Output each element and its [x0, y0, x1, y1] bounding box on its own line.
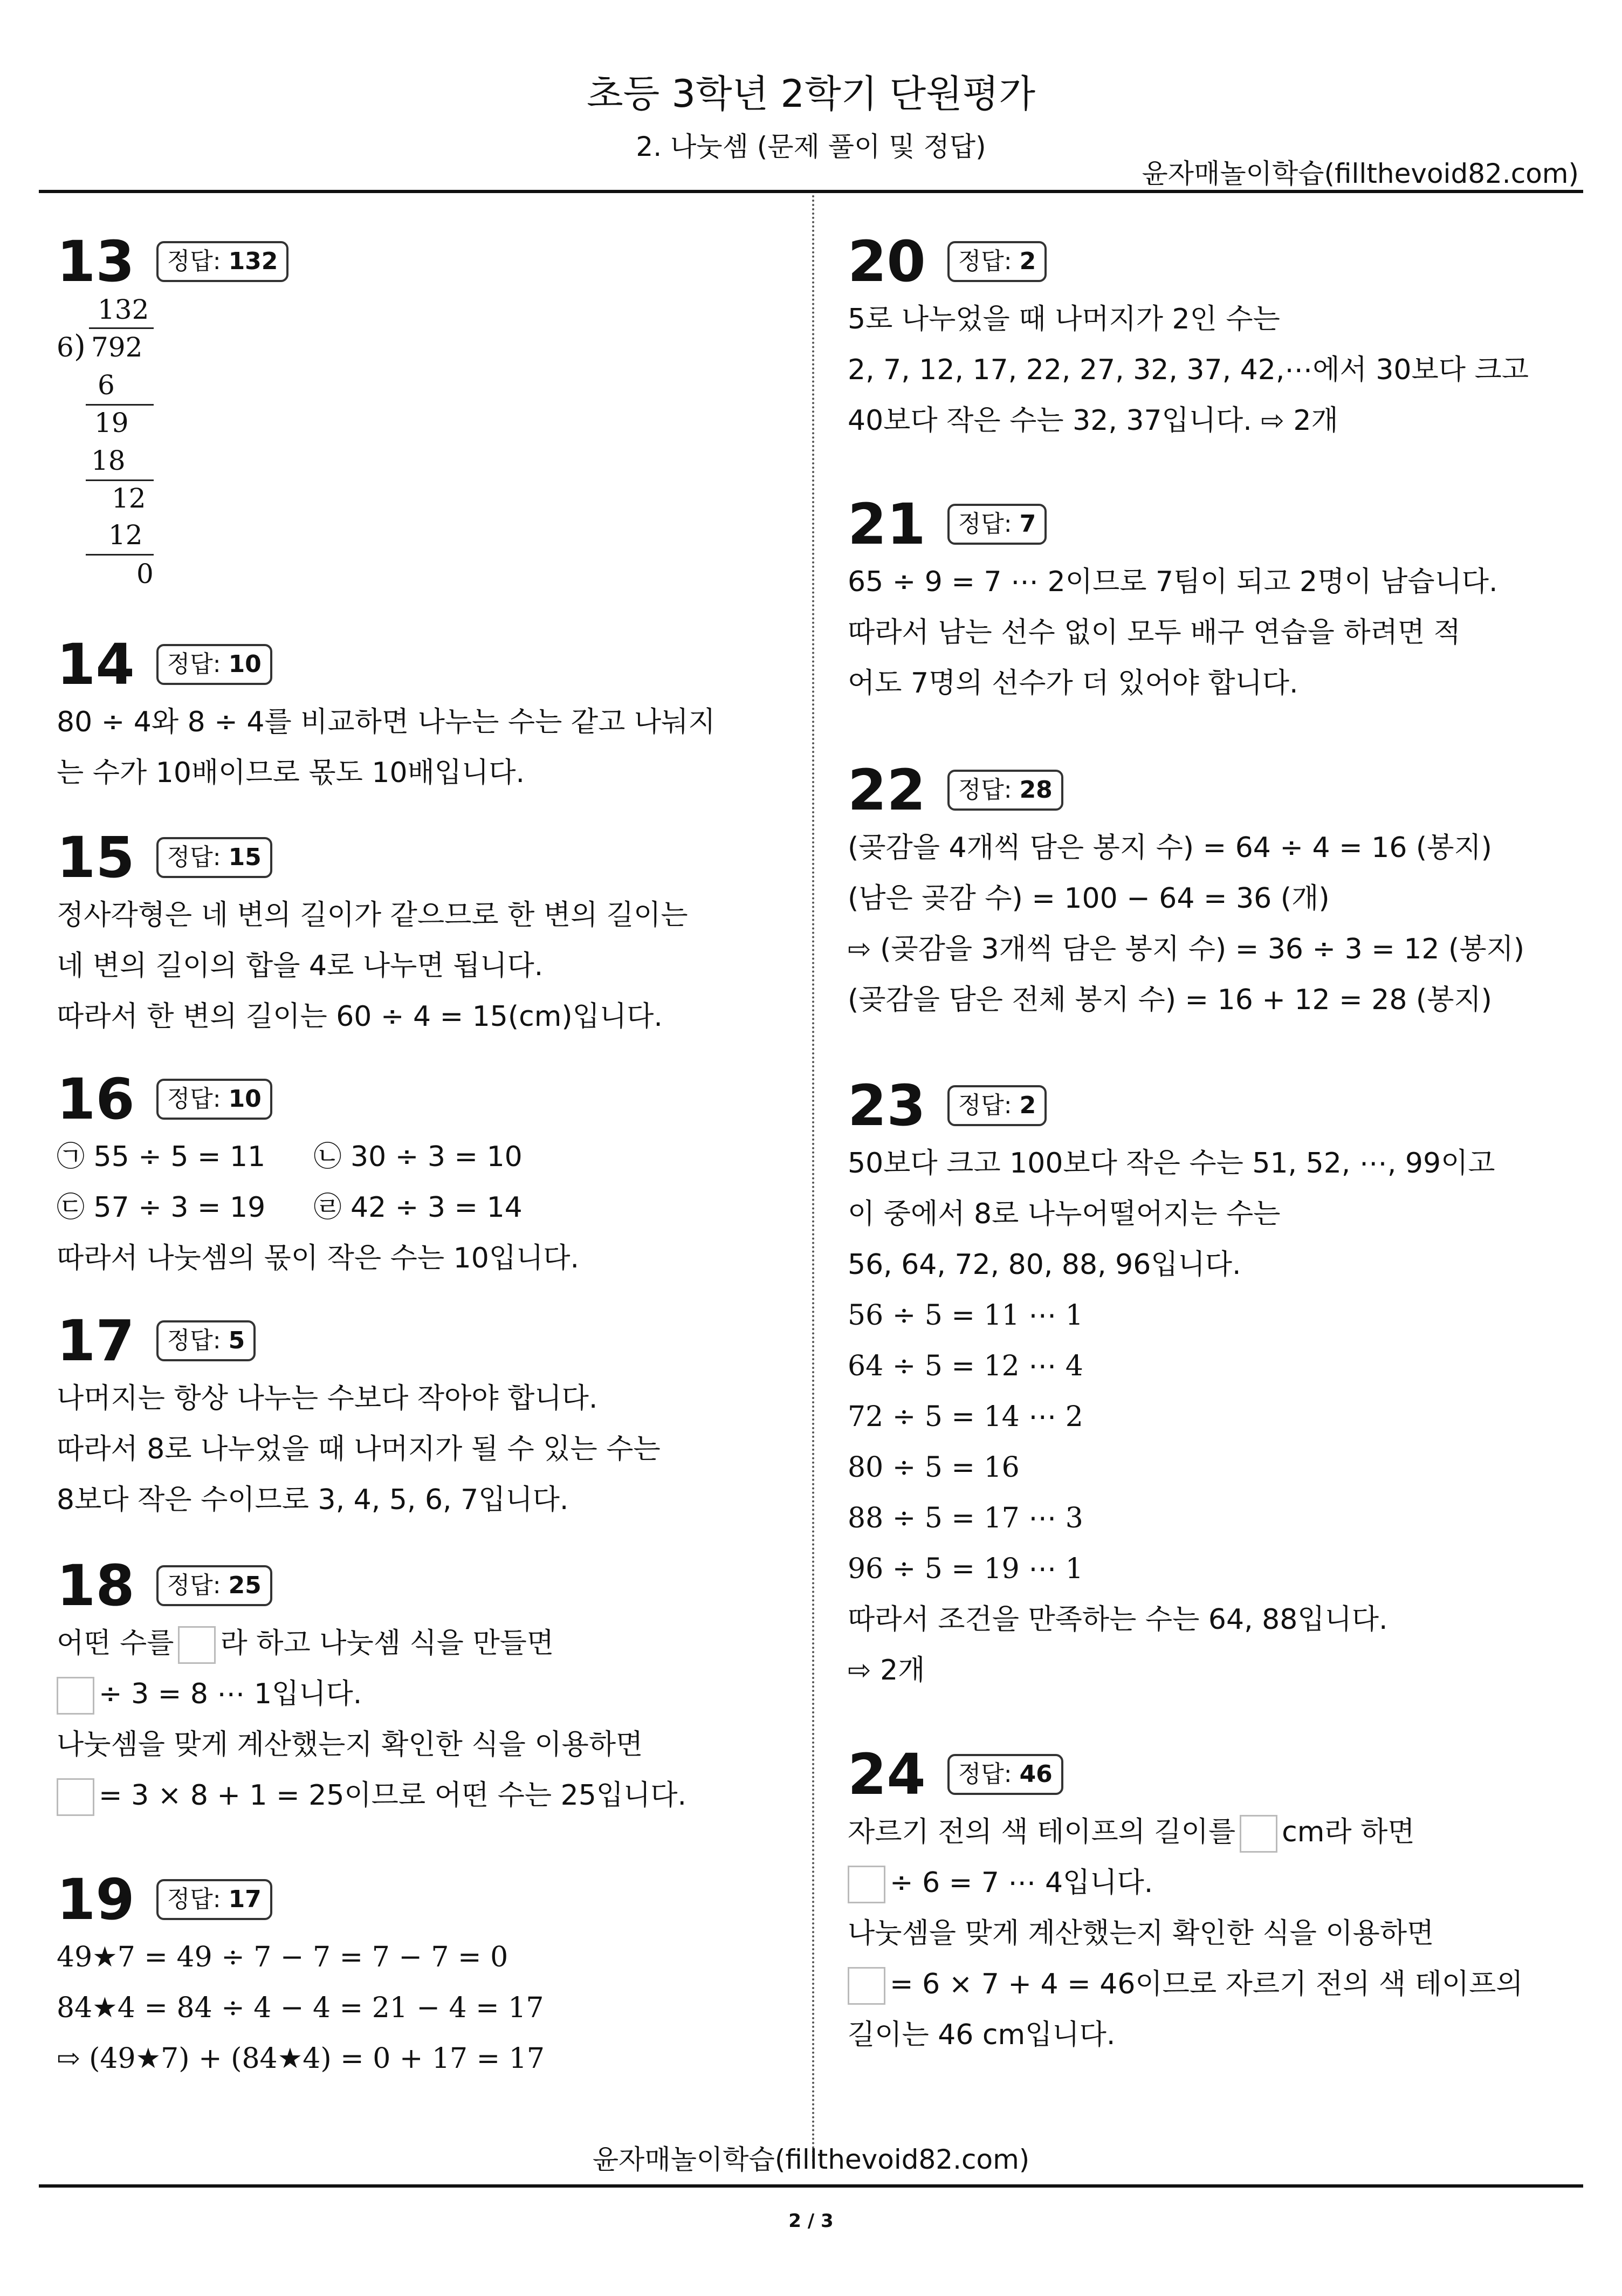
- solution-line: 정사각형은 네 변의 길이가 같으므로 한 변의 길이는: [57, 899, 688, 931]
- problem-13: [57, 229, 288, 593]
- solution-line: 50보다 크고 100보다 작은 수는 51, 52, ⋯, 99이고: [848, 1147, 1495, 1180]
- blank-box: [178, 1626, 216, 1664]
- equation-d: ㉣ 42 ÷ 3 = 14: [313, 1191, 523, 1224]
- answer-badge: 정답: 5: [156, 1320, 256, 1361]
- quotient: 132: [98, 294, 149, 325]
- header-rule: [39, 190, 1583, 193]
- equation-a: ㉠ 55 ÷ 5 = 11: [57, 1141, 266, 1173]
- solution-line: 84★4 = 84 ÷ 4 − 4 = 21 − 4 = 17: [57, 1992, 544, 2024]
- problem-18: [57, 1553, 686, 1821]
- blank-box: [1240, 1815, 1277, 1853]
- answer-badge: 정답: 10: [156, 1079, 272, 1119]
- answer-badge: 정답: 15: [156, 837, 272, 878]
- equation-line: 96 ÷ 5 = 19 ⋯ 1: [848, 1553, 1083, 1585]
- equation-row: [57, 1132, 579, 1182]
- equation-line: 56 ÷ 5 = 11 ⋯ 1: [848, 1299, 1083, 1332]
- page-subtitle: 2. 나눗셈 (문제 풀이 및 정답): [636, 131, 986, 162]
- step-3: 18: [91, 445, 126, 476]
- page-number: 2 / 3: [788, 2210, 834, 2232]
- answer-badge: 정답: 28: [947, 770, 1063, 810]
- answer-badge: 정답: 2: [947, 241, 1047, 282]
- answer-badge: 정답: 132: [156, 241, 289, 282]
- problem-number: 14: [57, 632, 135, 697]
- column-divider: [812, 195, 814, 2164]
- division-bar: [89, 327, 154, 329]
- step-rule: [86, 404, 154, 406]
- solution-line: 나눗셈을 맞게 계산했는지 확인한 식을 이용하면: [848, 1917, 1434, 1950]
- solution-line: 40보다 작은 수는 32, 37입니다. ⇨ 2개: [848, 405, 1338, 437]
- blank-box: [57, 1677, 94, 1715]
- solution-line: 어도 7명의 선수가 더 있어야 합니다.: [848, 667, 1298, 700]
- solution-line: 5로 나누었을 때 나머지가 2인 수는: [848, 303, 1280, 335]
- blank-box: [848, 1866, 885, 1903]
- solution-line: 네 변의 길이의 합을 4로 나누면 됩니다.: [57, 950, 544, 982]
- problem-number: 15: [57, 825, 135, 890]
- solution-line: ⇨ (49★7) + (84★4) = 0 + 17 = 17: [57, 2043, 545, 2075]
- problem-number: 24: [848, 1742, 926, 1807]
- solution-line: 따라서 남는 선수 없이 모두 배구 연습을 하려면 적: [848, 616, 1461, 649]
- solution-line: 나머지는 항상 나누는 수보다 작아야 합니다.: [57, 1382, 598, 1415]
- solution-line: 어떤 수를 라 하고 나눗셈 식을 만들면: [57, 1618, 686, 1669]
- problem-number: 17: [57, 1308, 135, 1374]
- solution-line: (남은 곶감 수) = 100 − 64 = 36 (개): [848, 882, 1330, 915]
- brand-header: 윤자매놀이학습(fillthevoid82.com): [1142, 158, 1579, 189]
- solution-line: = 6 × 7 + 4 = 46이므로 자르기 전의 색 테이프의: [848, 1959, 1523, 2010]
- divisor: 6: [57, 332, 74, 363]
- answer-badge: 정답: 10: [156, 644, 272, 684]
- problem-17: [57, 1308, 661, 1525]
- solution-line: (곶감을 4개씩 담은 봉지 수) = 64 ÷ 4 = 16 (봉지): [848, 832, 1492, 864]
- step-rule: [86, 554, 154, 556]
- solution-line: 2, 7, 12, 17, 22, 27, 32, 37, 42,⋯에서 30보다 크고: [848, 354, 1529, 386]
- solution-line: 따라서 한 변의 길이는 60 ÷ 4 = 15(cm)입니다.: [57, 1000, 663, 1033]
- problem-number: 16: [57, 1066, 135, 1132]
- solution-line: = 3 × 8 + 1 = 25이므로 어떤 수는 25입니다.: [57, 1770, 686, 1821]
- equation-line: 88 ÷ 5 = 17 ⋯ 3: [848, 1502, 1083, 1534]
- solution-line: 따라서 조건을 만족하는 수는 64, 88입니다.: [848, 1603, 1388, 1636]
- solution-line: ÷ 3 = 8 ⋯ 1입니다.: [57, 1669, 686, 1719]
- equation-b: ㉡ 30 ÷ 3 = 10: [313, 1141, 523, 1173]
- answer-badge: 정답: 46: [947, 1754, 1063, 1794]
- solution-line: ⇨ (곶감을 3개씩 담은 봉지 수) = 36 ÷ 3 = 12 (봉지): [848, 933, 1525, 965]
- solution-line: ⇨ 2개: [848, 1654, 925, 1687]
- solution-line: 길이는 46 cm입니다.: [848, 2019, 1116, 2051]
- step-2: 19: [94, 407, 129, 438]
- equation-line: 80 ÷ 5 = 16: [848, 1451, 1020, 1484]
- answer-badge: 정답: 17: [156, 1879, 272, 1920]
- solution-line: 나눗셈을 맞게 계산했는지 확인한 식을 이용하면: [57, 1729, 643, 1761]
- problem-23: [848, 1073, 1495, 1696]
- equation-line: 72 ÷ 5 = 14 ⋯ 2: [848, 1401, 1083, 1433]
- brand-footer: 윤자매놀이학습(fillthevoid82.com): [592, 2144, 1030, 2175]
- dividend: 792: [91, 332, 143, 363]
- problem-number: 22: [848, 757, 926, 823]
- footer-rule: [39, 2184, 1583, 2188]
- problem-number: 19: [57, 1867, 135, 1932]
- step-5: 12: [108, 519, 143, 551]
- problem-24: [848, 1742, 1523, 2060]
- blank-box: [848, 1967, 885, 2005]
- problem-22: [848, 758, 1524, 1025]
- solution-line: 자르기 전의 색 테이프의 길이를 cm라 하면: [848, 1807, 1523, 1858]
- solution-line: 49★7 = 49 ÷ 7 − 7 = 7 − 7 = 0: [57, 1941, 508, 1973]
- problem-15: [57, 825, 688, 1042]
- problem-number: 21: [848, 491, 926, 557]
- solution-line: 이 중에서 8로 나누어떨어지는 수는: [848, 1198, 1281, 1230]
- solution-line: 8보다 작은 수이므로 3, 4, 5, 6, 7입니다.: [57, 1484, 569, 1516]
- solution-line: 따라서 8로 나누었을 때 나머지가 될 수 있는 수는: [57, 1433, 661, 1465]
- answer-badge: 정답: 7: [947, 504, 1047, 544]
- problem-20: [848, 229, 1529, 446]
- step-6: 0: [136, 558, 154, 590]
- solution-line: 따라서 나눗셈의 몫이 작은 수는 10입니다.: [57, 1242, 580, 1274]
- problem-14: [57, 632, 716, 798]
- division-bracket: ): [74, 329, 86, 364]
- solution-line: ÷ 6 = 7 ⋯ 4입니다.: [848, 1858, 1523, 1908]
- equation-c: ㉢ 57 ÷ 3 = 19: [57, 1191, 266, 1224]
- problem-16: [57, 1067, 579, 1284]
- problem-21: [848, 492, 1498, 709]
- solution-line: 는 수가 10배이므로 몫도 10배입니다.: [57, 757, 525, 789]
- long-division: [57, 291, 218, 593]
- equation-row: [57, 1182, 579, 1233]
- answer-badge: 정답: 2: [947, 1085, 1047, 1126]
- problem-number: 23: [848, 1073, 926, 1139]
- equation-line: 64 ÷ 5 = 12 ⋯ 4: [848, 1350, 1083, 1382]
- page-title: 초등 3학년 2학기 단원평가: [586, 72, 1036, 116]
- answer-badge: 정답: 25: [156, 1565, 272, 1606]
- step-rule: [86, 479, 154, 481]
- blank-box: [57, 1778, 94, 1816]
- problem-number: 20: [848, 229, 926, 294]
- solution-line: 80 ÷ 4와 8 ÷ 4를 비교하면 나누는 수는 같고 나눠지: [57, 706, 716, 738]
- step-4: 12: [112, 483, 146, 514]
- solution-line: (곶감을 담은 전체 봉지 수) = 16 + 12 = 28 (봉지): [848, 984, 1492, 1016]
- problem-19: [57, 1867, 545, 2084]
- problem-number: 13: [57, 229, 135, 294]
- solution-line: 65 ÷ 9 = 7 ⋯ 2이므로 7팀이 되고 2명이 남습니다.: [848, 566, 1498, 598]
- solution-line: 56, 64, 72, 80, 88, 96입니다.: [848, 1249, 1241, 1281]
- step-1: 6: [98, 369, 115, 401]
- problem-number: 18: [57, 1553, 135, 1619]
